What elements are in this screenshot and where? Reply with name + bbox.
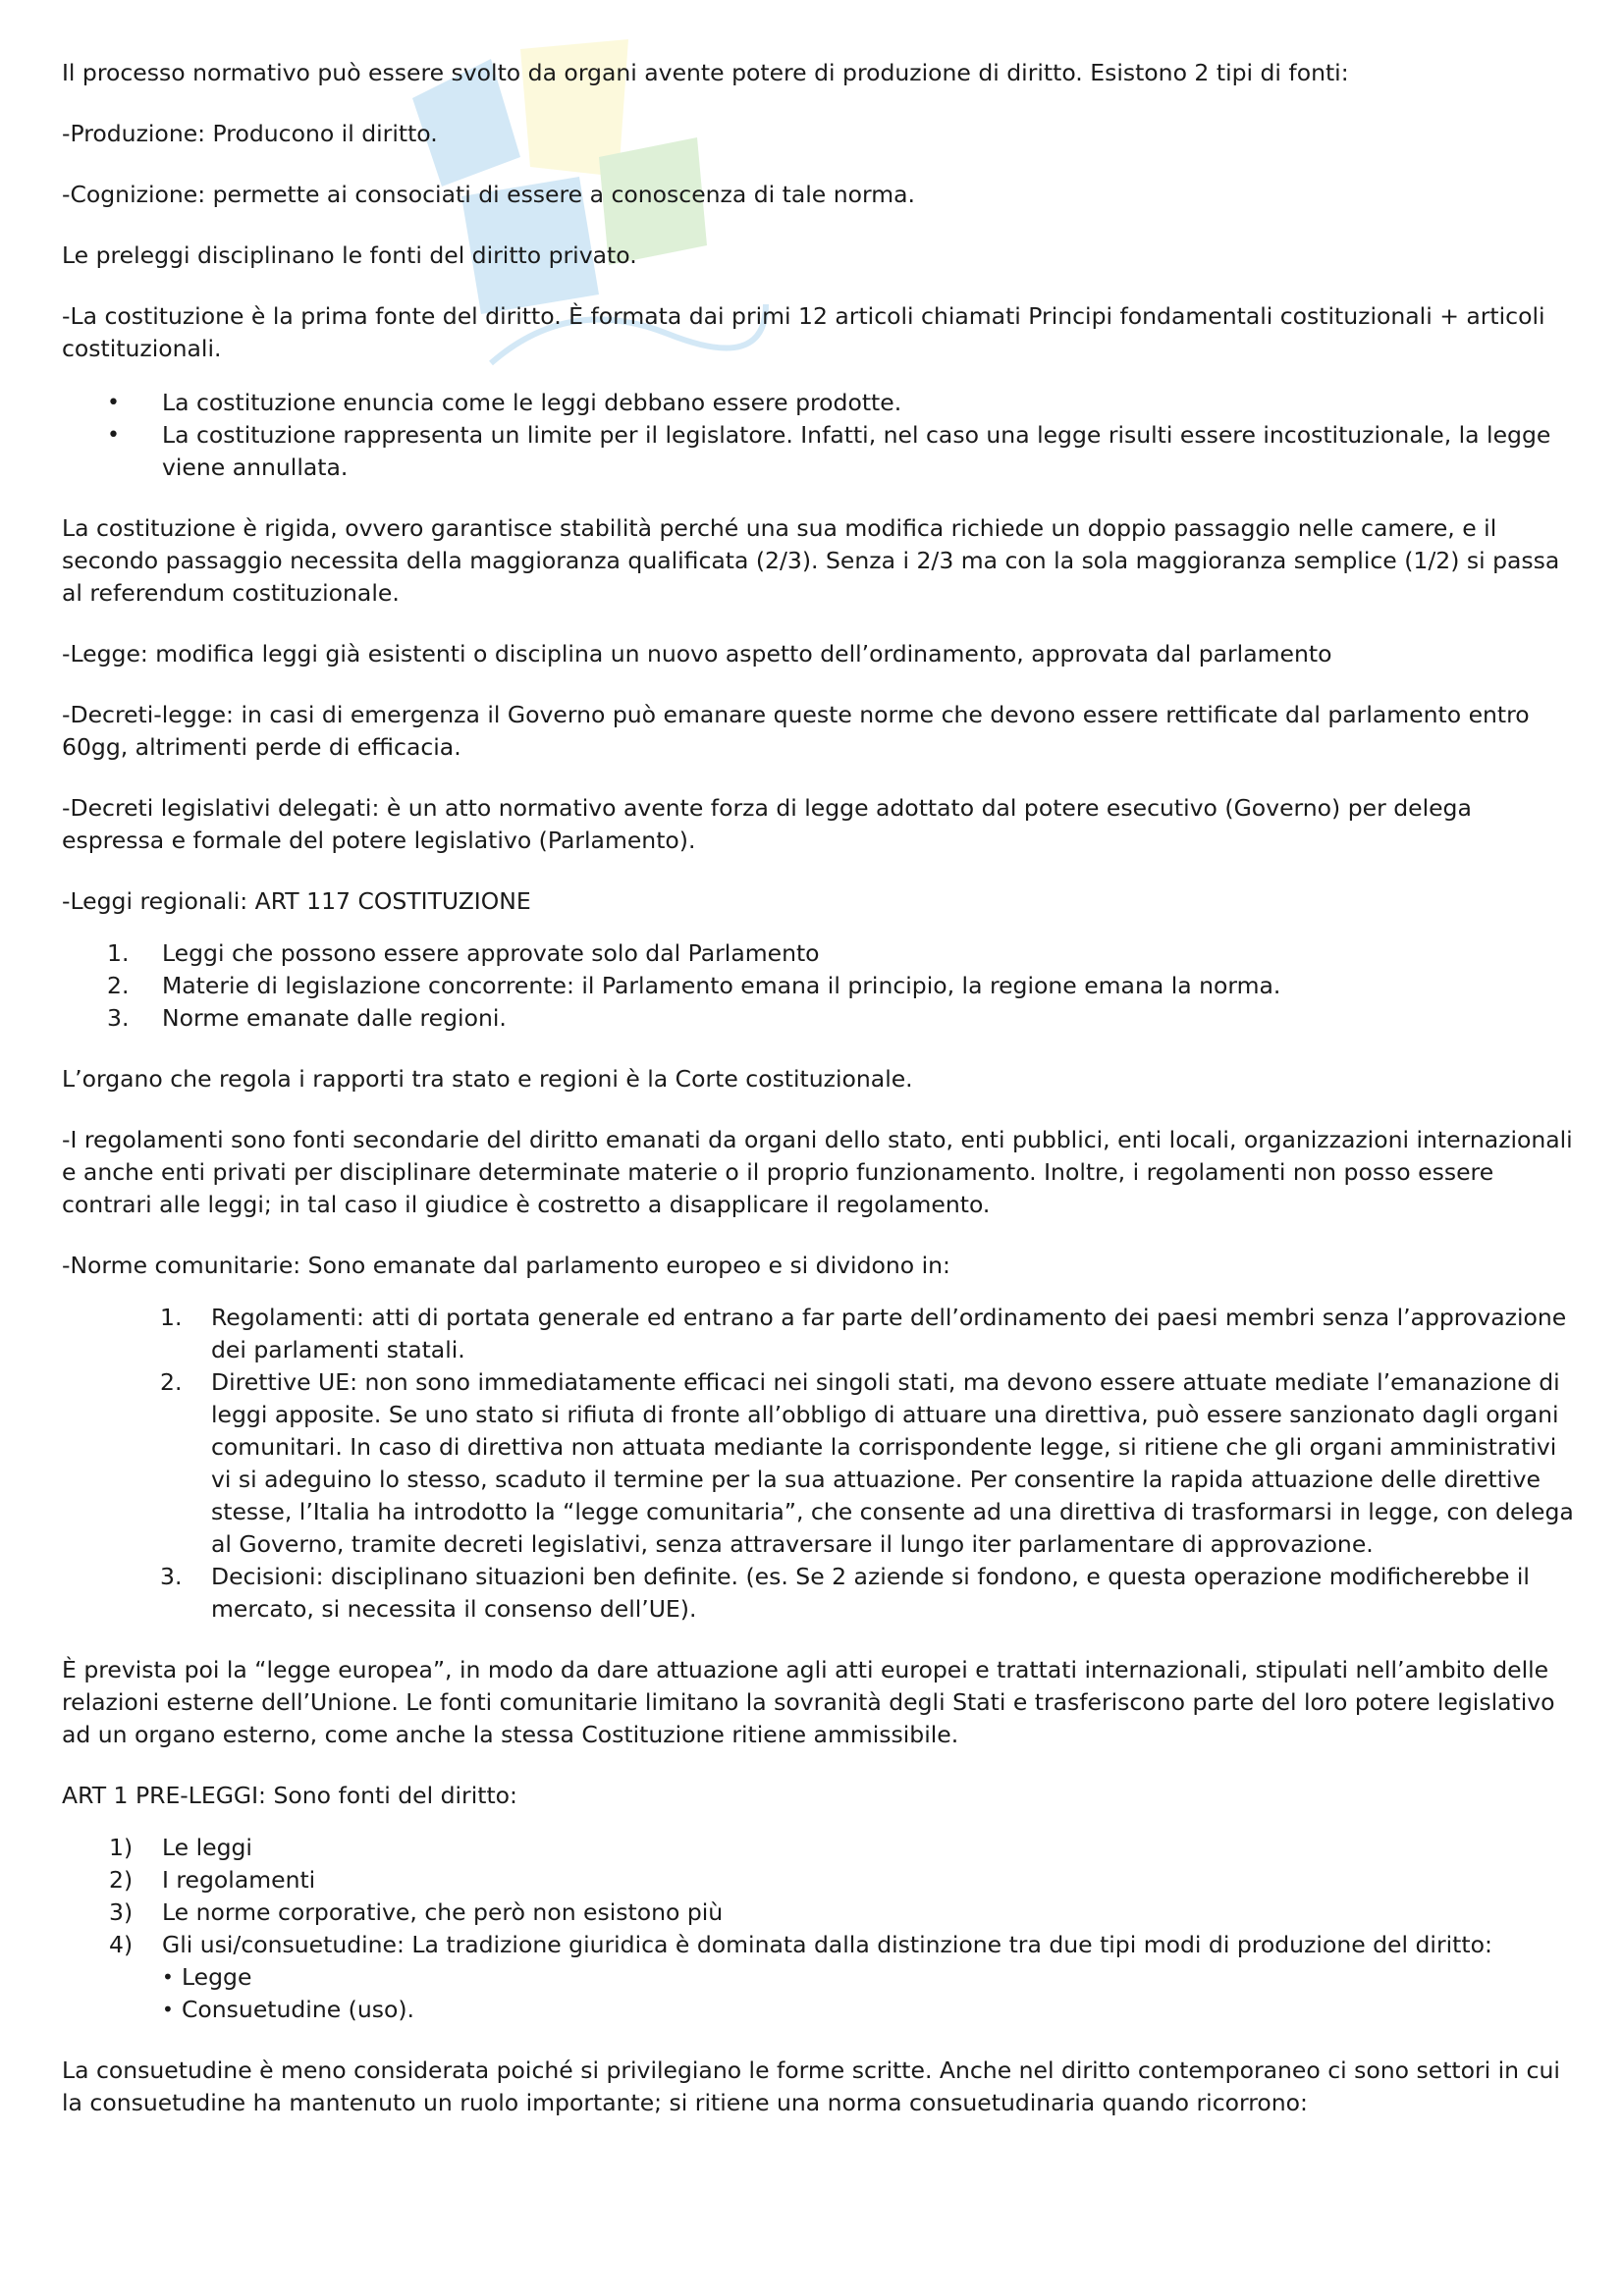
- list-item: • La costituzione rappresenta un limite per il legislatore. Infatti, nel caso una legge risulti essere incostituzionale, la legge viene annullata.: [107, 421, 1551, 481]
- list-item: 2. Direttive UE: non sono immediatamente efficaci nei singoli stati, ma devono essere attuate mediate l’emanazione di leggi apposite. Se uno stato si rifiuta di fronte all’obbligo di attuare una direttiva, può essere sanzionato dagli organi comunitari. In caso di direttiva non attuata mediante la corrispondente legge, si ritiene che gli organi amministrativi vi si adeguino lo stesso, scaduto il termine per la sua attuazione. Per consentire la rapida attuazione delle direttive stesse, l’Italia ha introdotto la “legge comunitaria”, che consente ad una direttiva di trasformarsi in legge, con delega al Governo, tramite decreti legislativi, senza attraversare il lungo iter parlamentare di approvazione.: [160, 1368, 1574, 1558]
- list-item: 2. Materie di legislazione concorrente: il Parlamento emana il principio, la regione emana la norma.: [107, 972, 1281, 999]
- paragraph-norme-comunitarie: -Norme comunitarie: Sono emanate dal parlamento europeo e si dividono in:: [62, 1252, 950, 1279]
- paragraph-produzione: -Produzione: Producono il diritto.: [62, 120, 438, 147]
- paragraph-regolamenti: -I regolamenti sono fonti secondarie del diritto emanati da organi dello stato, enti pubblici, enti locali, organizzazioni internazionali e anche enti privati per disciplinare determinate materie o il proprio funzionamento. Inoltre, i regolamenti non posso essere contrari alle leggi; in tal caso il giudice è costretto a disapplicare il regolamento.: [62, 1126, 1573, 1218]
- paragraph-decreti-legislativi: -Decreti legislativi delegati: è un atto normativo avente forza di legge adottato dal potere esecutivo (Governo) per delega espressa e formale del potere legislativo (Parlamento).: [62, 794, 1472, 854]
- paragraph-intro: Il processo normativo può essere svolto da organi avente potere di produzione di diritto. Esistono 2 tipi di fonti:: [62, 59, 1349, 86]
- costituzione-bullet-list: [62, 387, 1574, 484]
- paragraph-preleggi: Le preleggi disciplinano le fonti del diritto privato.: [62, 241, 637, 269]
- list-item: 4) Gli usi/consuetudine: La tradizione giuridica è dominata dalla distinzione tra due tipi modi di produzione del diritto: • Legge • Consuetudine (uso).: [62, 1929, 1574, 2026]
- paragraph-rigidita: La costituzione è rigida, ovvero garantisce stabilità perché una sua modifica richiede un doppio passaggio nelle camere, e il secondo passaggio necessita della maggioranza qualificata (2/3). Senza i 2/3 ma con la sola maggioranza semplice (1/2) si passa al referendum costituzionale.: [62, 514, 1560, 607]
- comunitarie-numbered-list: [62, 1302, 1574, 1626]
- paragraph-decreti-legge: -Decreti-legge: in casi di emergenza il Governo può emanare queste norme che devono essere rettificate dal parlamento entro 60gg, altrimenti perde di efficacia.: [62, 701, 1530, 761]
- paragraph-cognizione: -Cognizione: permette ai consociati di essere a conoscenza di tale norma.: [62, 181, 916, 208]
- paragraph-art1: ART 1 PRE-LEGGI: Sono fonti del diritto:: [62, 1782, 517, 1809]
- list-item: 1) Le leggi: [109, 1834, 252, 1861]
- document-body: [62, 57, 1574, 2148]
- list-item: • Consuetudine (uso).: [162, 1994, 1574, 2026]
- list-item: • Legge: [162, 1961, 1574, 1994]
- regionali-numbered-list: [62, 937, 1574, 1035]
- bullet-icon: •: [162, 1998, 174, 2021]
- list-item: 3. Decisioni: disciplinano situazioni ben definite. (es. Se 2 aziende si fondono, e questa operazione modificherebbe il mercato, si necessita il consenso dell’UE).: [160, 1563, 1530, 1623]
- list-item: 1. Leggi che possono essere approvate solo dal Parlamento: [107, 939, 820, 967]
- list-item: 2) I regolamenti: [109, 1866, 316, 1894]
- bullet-icon: •: [107, 423, 120, 448]
- list-item: • La costituzione enuncia come le leggi debbano essere prodotte.: [62, 387, 1574, 419]
- paragraph-leggi-regionali: -Leggi regionali: ART 117 COSTITUZIONE: [62, 887, 531, 915]
- preleggi-numbered-list: [62, 1832, 1574, 2026]
- bullet-icon: •: [107, 391, 120, 415]
- usi-sub-list: [162, 1961, 1574, 2026]
- paragraph-costituzione: -La costituzione è la prima fonte del diritto. È formata dai primi 12 articoli chiamati Principi fondamentali costituzionali + articoli costituzionali.: [62, 302, 1545, 362]
- list-item: 3) Le norme corporative, che però non esistono più: [109, 1898, 724, 1926]
- paragraph-consuetudine: La consuetudine è meno considerata poiché si privilegiano le forme scritte. Anche nel diritto contemporaneo ci sono settori in cui la consuetudine ha mantenuto un ruolo importante; si ritiene una norma consuetudinaria quando ricorrono:: [62, 2056, 1560, 2116]
- list-item: 1. Regolamenti: atti di portata generale ed entrano a far parte dell’ordinamento dei paesi membri senza l’approvazione dei parlamenti statali.: [160, 1304, 1567, 1363]
- paragraph-legge: -Legge: modifica leggi già esistenti o disciplina un nuovo aspetto dell’ordinamento, approvata dal parlamento: [62, 640, 1332, 667]
- bullet-icon: •: [162, 1965, 174, 1989]
- list-item: 3. Norme emanate dalle regioni.: [107, 1004, 507, 1032]
- paragraph-legge-europea: È prevista poi la “legge europea”, in modo da dare attuazione agli atti europei e trattati internazionali, stipulati nell’ambito delle relazioni esterne dell’Unione. Le fonti comunitarie limitano la sovranità degli Stati e trasferiscono parte del loro potere legislativo ad un organo esterno, come anche la stessa Costituzione ritiene ammissibile.: [62, 1656, 1555, 1748]
- paragraph-corte: L’organo che regola i rapporti tra stato e regioni è la Corte costituzionale.: [62, 1065, 913, 1093]
